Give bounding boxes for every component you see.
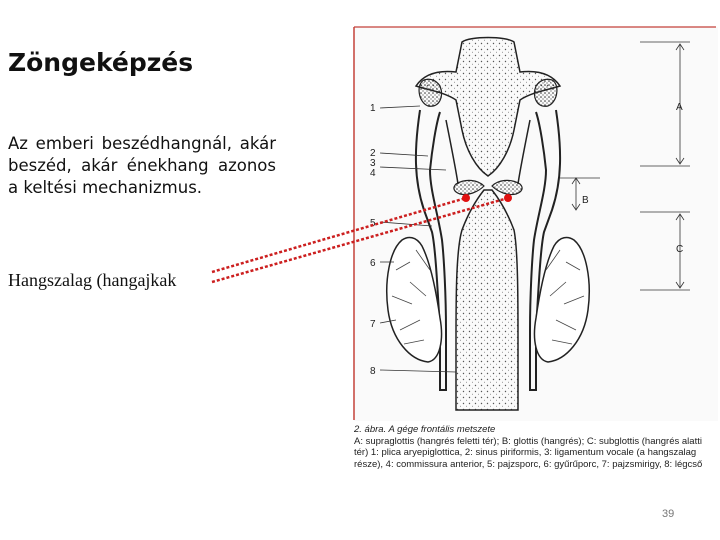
caption-heading: 2. ábra. A gége frontális metszete — [354, 424, 496, 435]
slide-title: Zöngeképzés — [8, 48, 194, 77]
body-paragraph: Az emberi beszédhangnál, akár beszéd, akár énekhang azonos a keltési mechanizmus. — [8, 134, 276, 197]
trachea — [456, 190, 518, 410]
vocal-fold-marker-right — [504, 194, 512, 202]
label-6: 6 — [370, 258, 376, 269]
figure-caption — [354, 424, 710, 470]
label-7: 7 — [370, 319, 376, 330]
label-5: 5 — [370, 218, 376, 229]
arytenoid-right — [535, 79, 557, 106]
page-number: 39 — [662, 508, 675, 520]
vocal-fold-marker-left — [462, 194, 470, 202]
arytenoid-left — [419, 79, 441, 106]
label-C: C — [676, 244, 684, 255]
label-A: A — [676, 102, 683, 113]
callout-label: Hangszalag (hangajkak — [8, 270, 177, 290]
label-B: B — [582, 195, 589, 206]
caption-text: A: supraglottis (hangrés feletti tér); B: glottis (hangrés); C: subglottis (hangrés alatti tér) 1: plica aryepiglottica, 2: sinus piriformis, 3: ligamentum vocale (a hangszalag része), 4: commissura anterior, 5: pajzsporc, 6: gyűrűporc, 7: pajzsmirigy, 8: légcső — [354, 435, 703, 470]
label-4: 4 — [370, 168, 376, 179]
label-2: 2 — [370, 148, 376, 159]
label-3: 3 — [370, 158, 376, 169]
label-1: 1 — [370, 103, 376, 114]
label-8: 8 — [370, 366, 376, 377]
